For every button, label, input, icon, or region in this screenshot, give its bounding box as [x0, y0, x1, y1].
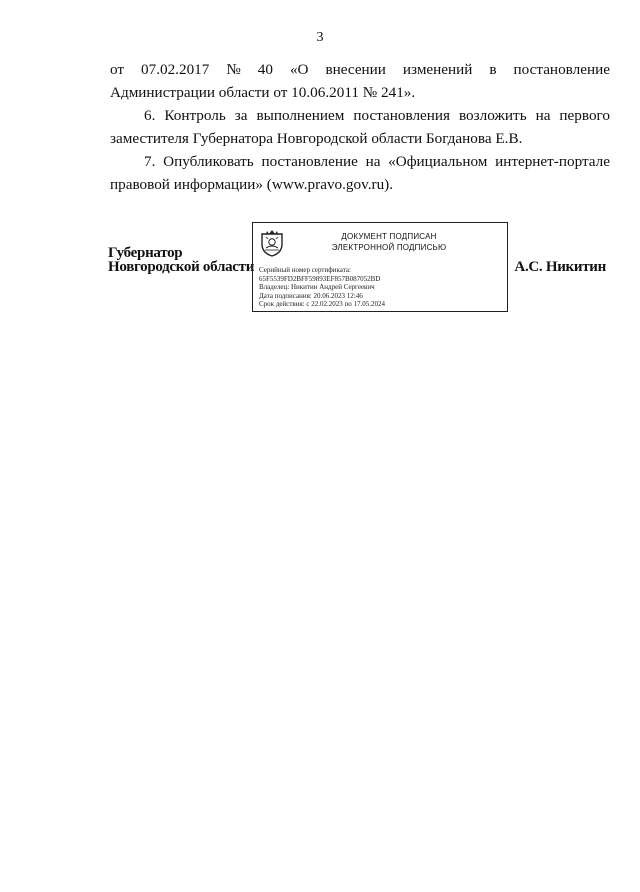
- word: внесении: [325, 61, 386, 78]
- stamp-heading-line-2: ЭЛЕКТРОННОЙ ПОДПИСЬЮ: [331, 243, 447, 252]
- coat-of-arms-icon: [257, 228, 287, 258]
- certificate-serial-label: Серийный номер сертификата:: [259, 266, 351, 274]
- signer-title: [108, 246, 254, 274]
- stamp-heading: [289, 231, 489, 253]
- signer-name: А.С. Никитин: [514, 259, 606, 275]
- paragraph-7: 7. Опубликовать постановление на «Официальном интернет-портале правовой информации» (www.pravo.gov.ru).: [110, 153, 610, 193]
- word: от: [110, 61, 125, 78]
- stamp-details: [259, 266, 385, 309]
- signature-block: [108, 232, 610, 309]
- signer-title-line-2: Новгородской области: [108, 259, 255, 275]
- word: «О: [289, 61, 309, 78]
- word: постановление: [513, 61, 610, 78]
- word: №: [226, 61, 241, 78]
- document-body: [110, 58, 610, 196]
- certificate-validity: Срок действия: с 22.02.2023 по 17.05.2024: [259, 300, 385, 309]
- certificate-owner: Владелец: Никитин Андрей Сергеевич: [259, 283, 375, 292]
- word: в: [489, 61, 497, 78]
- certificate-serial-value: 65F5539FD2BFF59893EF857B087052BD: [259, 274, 381, 283]
- word: изменений: [402, 61, 473, 78]
- paragraph-5-line-1: [110, 58, 610, 81]
- signer-title-line-1: Губернатор: [108, 245, 183, 261]
- stamp-heading-line-1: ДОКУМЕНТ ПОДПИСАН: [341, 232, 437, 241]
- paragraph-6: 6. Контроль за выполнением постановления возложить на первого заместителя Губернатора Новгородской области Богданова Е.В.: [110, 107, 610, 147]
- signing-date: Дата подписания: 20.06.2023 12:46: [259, 291, 363, 300]
- paragraph-5-line-2: Администрации области от 10.06.2011 № 241».: [110, 84, 416, 101]
- word: 40: [257, 61, 273, 78]
- word: 07.02.2017: [141, 61, 210, 78]
- electronic-signature-stamp: [252, 222, 508, 312]
- page-number: 3: [316, 30, 324, 45]
